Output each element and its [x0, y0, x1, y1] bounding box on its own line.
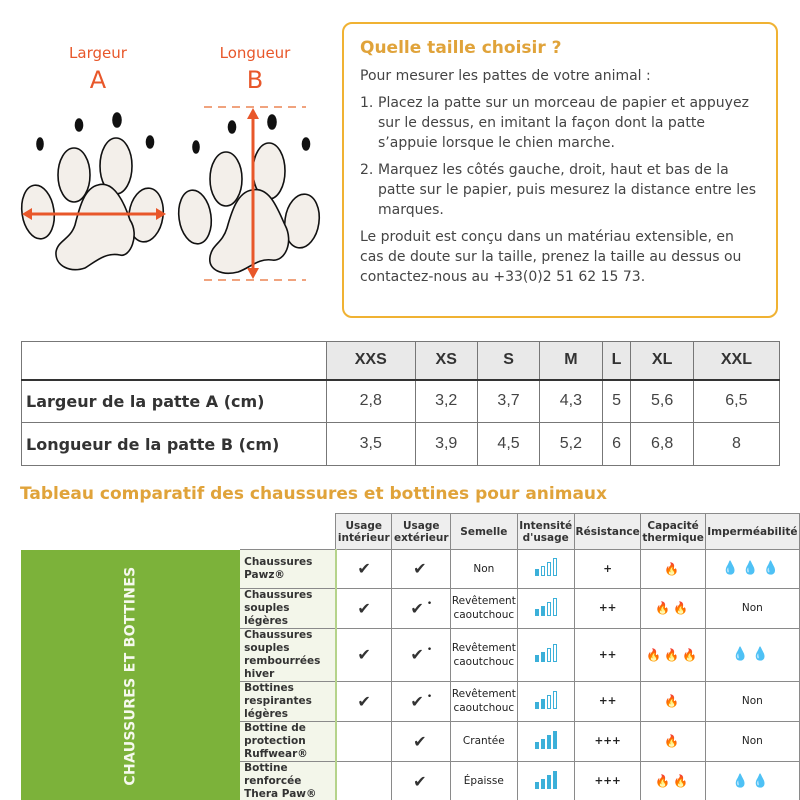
intensity-cell: [517, 550, 574, 589]
flame-icon: 🔥: [664, 694, 683, 709]
product-name-line: Chaussures: [244, 555, 313, 568]
product-name-line: Pawz®: [244, 568, 285, 581]
thermal-cell: [641, 721, 705, 761]
check-icon: ✔: [410, 691, 424, 711]
sole-cell: [451, 721, 517, 761]
resistance-cell: [574, 628, 641, 681]
product-name-line: légères: [244, 707, 289, 720]
intensity-bar: [553, 771, 557, 789]
resistance-cell: [574, 588, 641, 628]
flame-icon: 🔥: [664, 734, 683, 749]
paw-b-word: Longueur: [219, 44, 291, 62]
thermal-cell: [641, 681, 705, 721]
size-guide-note: Le produit est conçu dans un matériau extensible, en cas de doute sur la taille, prenez la taille au dessus ou contactez-nous au +33(0)2 51 62 15 73.: [360, 229, 742, 285]
water-drop-icon: 💧💧: [732, 647, 773, 663]
check-icon: ✔: [357, 645, 371, 665]
intensity-bars-icon: [535, 598, 557, 616]
product-name: [240, 588, 336, 628]
size-guide-step: [360, 160, 760, 220]
intensity-bars-icon: [535, 558, 557, 576]
product-name-line: Bottine renforcée: [244, 761, 302, 787]
intensity-cell: [517, 761, 574, 800]
category-text: CHAUSSURES ET BOTTINES: [122, 566, 139, 786]
size-table-corner: [22, 342, 327, 380]
col-header: Usage intérieur: [336, 514, 392, 550]
intensity-bar: [553, 598, 557, 616]
thermal-cell: [641, 628, 705, 681]
paw-a-letter: A: [89, 66, 107, 94]
product-name-line: Bottines respirantes: [244, 681, 312, 707]
size-value: 3,9: [415, 423, 477, 466]
product-name: [240, 681, 336, 721]
product-name: [240, 550, 336, 589]
thermal-cell: [641, 761, 705, 800]
check-icon: ✔: [413, 559, 427, 579]
water-drop-icon: 💧💧: [732, 773, 773, 789]
resistance-cell: [574, 681, 641, 721]
check-icon: ✔: [357, 691, 371, 711]
col-header: Imperméabilité: [705, 514, 799, 550]
paw-b-letter: B: [246, 66, 264, 94]
intensity-bar: [547, 735, 551, 749]
intensity-bar: [541, 699, 545, 709]
interior-cell: [336, 628, 392, 681]
flame-icon: 🔥🔥🔥: [646, 647, 701, 662]
exterior-cell: [392, 628, 451, 681]
intensity-bar: [541, 606, 545, 616]
check-icon: ✔: [357, 559, 371, 579]
col-header: Semelle: [451, 514, 517, 550]
size-value: 3,5: [327, 423, 416, 466]
table-row: [22, 380, 780, 423]
intensity-bar: [553, 691, 557, 709]
thermal-cell: [641, 588, 705, 628]
intensity-bars-icon: [535, 691, 557, 709]
size-header: XS: [415, 342, 477, 380]
waterproof-cell: [705, 628, 799, 681]
waterproof-cell: [705, 761, 799, 800]
size-guide-step: [360, 93, 760, 153]
interior-cell: [336, 761, 392, 800]
step-number: 2.: [360, 162, 374, 178]
exterior-cell: [392, 588, 451, 628]
step-text: Placez la patte sur un morceau de papier et appuyez sur le dessus, en imitant la façon dont la patte s’appuie lorsque le chien marche.: [378, 95, 749, 151]
intensity-bar: [541, 652, 545, 662]
paw-b-label: [200, 44, 310, 94]
sole-text: Crantée: [462, 735, 505, 748]
intensity-bar: [541, 739, 545, 749]
col-header: Résistance: [574, 514, 641, 550]
exterior-cell: [392, 721, 451, 761]
intensity-bar: [553, 558, 557, 576]
intensity-bar: [535, 655, 539, 662]
intensity-cell: [517, 588, 574, 628]
flame-icon: 🔥🔥: [655, 774, 692, 789]
intensity-bar: [535, 569, 539, 576]
interior-cell: [336, 681, 392, 721]
footnote-dot-icon: •: [426, 645, 433, 656]
empty-header: [240, 514, 336, 550]
size-header: XXL: [693, 342, 779, 380]
col-header: Usage extérieur: [392, 514, 451, 550]
size-header: XXS: [327, 342, 416, 380]
size-value: 6: [602, 423, 631, 466]
size-table-header-row: [22, 342, 780, 380]
product-name-line: Thera Paw®: [244, 787, 317, 800]
sole-text: Non: [473, 562, 495, 575]
table-row: [21, 550, 800, 589]
step-number: 1.: [360, 95, 374, 111]
flame-icon: 🔥: [664, 561, 683, 576]
resistance-value: +++: [594, 775, 621, 788]
sole-cell: [451, 628, 517, 681]
waterproof-text: Non: [741, 695, 763, 708]
exterior-cell: [392, 681, 451, 721]
intensity-bar: [535, 742, 539, 749]
comparison-table: [21, 513, 800, 800]
sole-text: caoutchouc: [453, 655, 515, 668]
resistance-value: +: [603, 562, 613, 575]
intensity-bar: [535, 702, 539, 709]
size-value: 3,2: [415, 380, 477, 423]
size-guide-box: [342, 22, 778, 318]
intensity-bars-icon: [535, 771, 557, 789]
size-header: S: [477, 342, 539, 380]
sole-text: Revêtement: [451, 595, 516, 608]
category-label: [21, 550, 240, 800]
intensity-bar: [541, 779, 545, 789]
waterproof-text: Non: [741, 735, 763, 748]
intensity-bar: [547, 562, 551, 576]
resistance-value: ++: [598, 602, 617, 615]
sole-text: Épaisse: [463, 775, 504, 788]
product-name-line: Chaussures souples: [244, 588, 313, 614]
size-value: 5,6: [631, 380, 693, 423]
check-icon: ✔: [357, 598, 371, 618]
interior-cell: [336, 550, 392, 589]
waterproof-cell: [705, 721, 799, 761]
exterior-cell: [392, 761, 451, 800]
intensity-bars-icon: [535, 644, 557, 662]
intensity-cell: [517, 721, 574, 761]
size-guide-intro: Pour mesurer les pattes de votre animal :: [360, 68, 651, 84]
product-name: [240, 721, 336, 761]
resistance-cell: [574, 721, 641, 761]
intensity-bar: [535, 609, 539, 616]
intensity-bar: [541, 566, 545, 576]
waterproof-cell: [705, 550, 799, 589]
size-value: 6,8: [631, 423, 693, 466]
intensity-bar: [553, 731, 557, 749]
product-name: [240, 628, 336, 681]
table-row: [22, 423, 780, 466]
resistance-cell: [574, 761, 641, 800]
water-drop-icon: 💧💧💧: [722, 561, 783, 577]
paw-a-word: Largeur: [69, 44, 127, 62]
intensity-bars-icon: [535, 731, 557, 749]
col-header: Intensité d'usage: [517, 514, 574, 550]
size-value: 5,2: [540, 423, 602, 466]
size-value: 4,3: [540, 380, 602, 423]
paw-measurement-illustration: [0, 30, 330, 300]
intensity-bar: [547, 602, 551, 616]
check-icon: ✔: [413, 731, 427, 751]
interior-cell: [336, 588, 392, 628]
intensity-bar: [547, 695, 551, 709]
paw-a-label: [48, 44, 148, 94]
intensity-bar: [553, 644, 557, 662]
flame-icon: 🔥🔥: [655, 601, 692, 616]
size-value: 6,5: [693, 380, 779, 423]
sole-text: Revêtement: [451, 688, 516, 701]
product-name-line: légères: [244, 614, 289, 627]
size-header: L: [602, 342, 631, 380]
size-table: [21, 341, 780, 466]
step-text: Marquez les côtés gauche, droit, haut et bas de la patte sur le papier, puis mesurez la distance entre les marques.: [378, 162, 756, 218]
thermal-cell: [641, 550, 705, 589]
waterproof-text: Non: [741, 602, 763, 615]
sole-text: Revêtement: [451, 641, 516, 654]
row-label: Largeur de la patte A (cm): [22, 380, 327, 423]
size-value: 5: [602, 380, 631, 423]
waterproof-cell: [705, 681, 799, 721]
footnote-dot-icon: •: [426, 691, 433, 702]
product-name-line: Ruffwear®: [244, 747, 308, 760]
size-header: XL: [631, 342, 693, 380]
resistance-value: ++: [598, 648, 617, 661]
intensity-cell: [517, 628, 574, 681]
size-value: 8: [693, 423, 779, 466]
sole-cell: [451, 550, 517, 589]
check-icon: ✔: [413, 771, 427, 791]
sole-text: caoutchouc: [453, 702, 515, 715]
check-icon: ✔: [410, 598, 424, 618]
exterior-cell: [392, 550, 451, 589]
sole-cell: [451, 588, 517, 628]
waterproof-cell: [705, 588, 799, 628]
size-guide-title: Quelle taille choisir ?: [360, 38, 562, 58]
product-name-line: rembourrées hiver: [244, 654, 321, 680]
size-value: 4,5: [477, 423, 539, 466]
size-header: M: [540, 342, 602, 380]
row-label: Longueur de la patte B (cm): [22, 423, 327, 466]
intensity-bar: [547, 775, 551, 789]
sole-cell: [451, 761, 517, 800]
size-value: 2,8: [327, 380, 416, 423]
product-name: [240, 761, 336, 800]
sole-cell: [451, 681, 517, 721]
intensity-bar: [535, 782, 539, 789]
comparison-title: Tableau comparatif des chaussures et bottines pour animaux: [20, 484, 607, 504]
product-name-line: Bottine de protection: [244, 721, 306, 747]
empty-header: [21, 514, 240, 550]
size-value: 3,7: [477, 380, 539, 423]
footnote-dot-icon: •: [426, 598, 433, 609]
resistance-value: ++: [598, 695, 617, 708]
resistance-cell: [574, 550, 641, 589]
interior-cell: [336, 721, 392, 761]
sole-text: caoutchouc: [453, 609, 515, 622]
resistance-value: +++: [594, 735, 621, 748]
intensity-bar: [547, 648, 551, 662]
check-icon: ✔: [410, 645, 424, 665]
col-header: Capacité thermique: [641, 514, 705, 550]
product-name-line: Chaussures souples: [244, 628, 313, 654]
comparison-header-row: [21, 514, 800, 550]
intensity-cell: [517, 681, 574, 721]
